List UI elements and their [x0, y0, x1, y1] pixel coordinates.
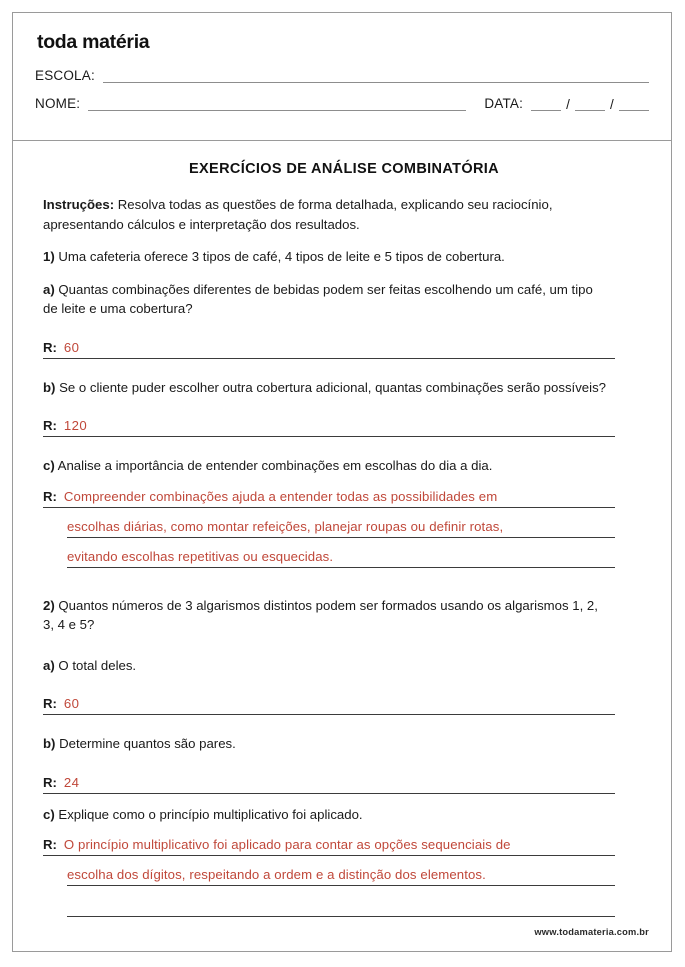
- page-title: EXERCÍCIOS DE ANÁLISE COMBINATÓRIA: [189, 161, 499, 177]
- answer-text-1c-line-2: escolhas diárias, como montar refeições, planejar roupas ou definir rotas,: [67, 518, 504, 534]
- answer-row-1a[interactable]: [43, 340, 615, 359]
- answer-label-2c: R:: [43, 837, 57, 853]
- question-1-text: Uma cafeteria oferece 3 tipos de café, 4 tipos de leite e 5 tipos de cobertura.: [54, 249, 505, 265]
- spacer: [43, 648, 645, 656]
- answer-text-1a: 60: [63, 339, 80, 355]
- answer-text-2c-line-2: escolha dos dígitos, respeitando a ordem e a distinção dos elementos.: [67, 867, 486, 883]
- question-2a-marker: a): [43, 657, 55, 673]
- question-1a-marker: a): [43, 281, 55, 297]
- question-1b-text: Se o cliente puder escolher outra cobertura adicional, quantas combinações serão possíveis?: [55, 379, 606, 395]
- worksheet-header: [13, 13, 671, 141]
- spacer: [43, 332, 645, 340]
- instructions-paragraph: [43, 195, 608, 234]
- question-2b-statement: [43, 734, 608, 754]
- question-2-text: Quantos números de 3 algarismos distintos podem ser formados usando os algarismos 1, 2, 3, 4 e 5?: [43, 597, 598, 633]
- spacer: [43, 580, 645, 596]
- question-1a-statement: [43, 280, 608, 319]
- school-field-row: [35, 68, 649, 83]
- answer-row-2c-line-3-empty[interactable]: [67, 897, 615, 917]
- answer-row-2b[interactable]: [43, 775, 615, 794]
- instructions-label: Instruções:: [43, 197, 115, 212]
- answer-row-2c-line-1[interactable]: [43, 837, 615, 856]
- question-1: [43, 247, 645, 568]
- question-2c-text: Explique como o princípio multiplicativo foi aplicado.: [54, 806, 363, 822]
- answer-label-1a: R:: [43, 339, 57, 355]
- question-2-marker: 2): [43, 597, 55, 613]
- name-input-line[interactable]: [88, 99, 466, 111]
- name-date-field-row: [35, 96, 649, 111]
- answer-label-1c: R:: [43, 488, 57, 504]
- question-2a-statement: [43, 656, 608, 676]
- answer-row-1c-line-2[interactable]: [67, 519, 615, 538]
- answer-text-2b: 24: [63, 774, 80, 790]
- brand-logo: toda matéria: [37, 31, 150, 53]
- question-1-statement: [43, 247, 608, 267]
- spacer: [43, 448, 645, 456]
- answer-label-2b: R:: [43, 774, 57, 790]
- answer-text-2a: 60: [63, 696, 80, 712]
- date-year-input-line[interactable]: [619, 99, 649, 111]
- answer-label-1b: R:: [43, 418, 57, 434]
- answer-row-2c-line-2[interactable]: [67, 867, 615, 886]
- school-label: ESCOLA:: [35, 68, 95, 83]
- answer-label-2a: R:: [43, 696, 57, 712]
- spacer: [43, 767, 645, 775]
- question-1b-marker: b): [43, 379, 56, 395]
- name-label: NOME:: [35, 96, 81, 111]
- question-2c-statement: [43, 805, 608, 825]
- date-day-input-line[interactable]: [531, 99, 561, 111]
- instructions-text: Resolva todas as questões de forma detalhada, explicando seu raciocínio, apresentando cálculos e interpretação dos resultados.: [43, 197, 553, 232]
- school-input-line[interactable]: [103, 71, 649, 83]
- spacer: [43, 370, 645, 378]
- question-1c-statement: [43, 456, 608, 476]
- date-label: DATA:: [484, 96, 524, 111]
- date-month-input-line[interactable]: [575, 99, 605, 111]
- date-separator-1: /: [566, 96, 571, 112]
- question-1-marker: 1): [43, 249, 55, 265]
- question-2b-marker: b): [43, 736, 56, 752]
- worksheet-page: [12, 12, 672, 952]
- date-separator-2: /: [610, 96, 614, 112]
- question-2: [43, 596, 645, 918]
- answer-text-2c-line-1: O princípio multiplicativo foi aplicado para contar as opções sequenciais de: [63, 837, 511, 853]
- worksheet-content: [13, 141, 671, 917]
- spacer: [43, 410, 645, 418]
- answer-text-1c-line-1: Compreender combinações ajuda a entender todas as possibilidades em: [63, 488, 498, 504]
- spacer: [43, 688, 645, 696]
- question-1b-statement: [43, 378, 608, 398]
- answer-text-1b: 120: [63, 418, 88, 434]
- question-2b-text: Determine quantos são pares.: [55, 736, 236, 752]
- answer-row-2a[interactable]: [43, 696, 615, 715]
- date-field-group: [484, 96, 649, 111]
- spacer: [43, 726, 645, 734]
- question-2c-marker: c): [43, 806, 55, 822]
- question-2a-text: O total deles.: [54, 657, 137, 673]
- question-2-statement: [43, 596, 608, 635]
- answer-row-1b[interactable]: [43, 418, 615, 437]
- question-1c-marker: c): [43, 458, 55, 474]
- answer-row-1c-line-1[interactable]: [43, 489, 615, 508]
- question-1a-text: Quantas combinações diferentes de bebidas podem ser feitas escolhendo um café, um tipo de leite e uma cobertura?: [43, 281, 593, 317]
- footer-website: www.todamateria.com.br: [534, 927, 649, 937]
- question-1c-text: Analise a importância de entender combinações em escolhas do dia a dia.: [54, 458, 493, 474]
- answer-text-1c-line-3: evitando escolhas repetitivas ou esquecidas.: [67, 548, 334, 564]
- answer-row-1c-line-3[interactable]: [67, 549, 615, 568]
